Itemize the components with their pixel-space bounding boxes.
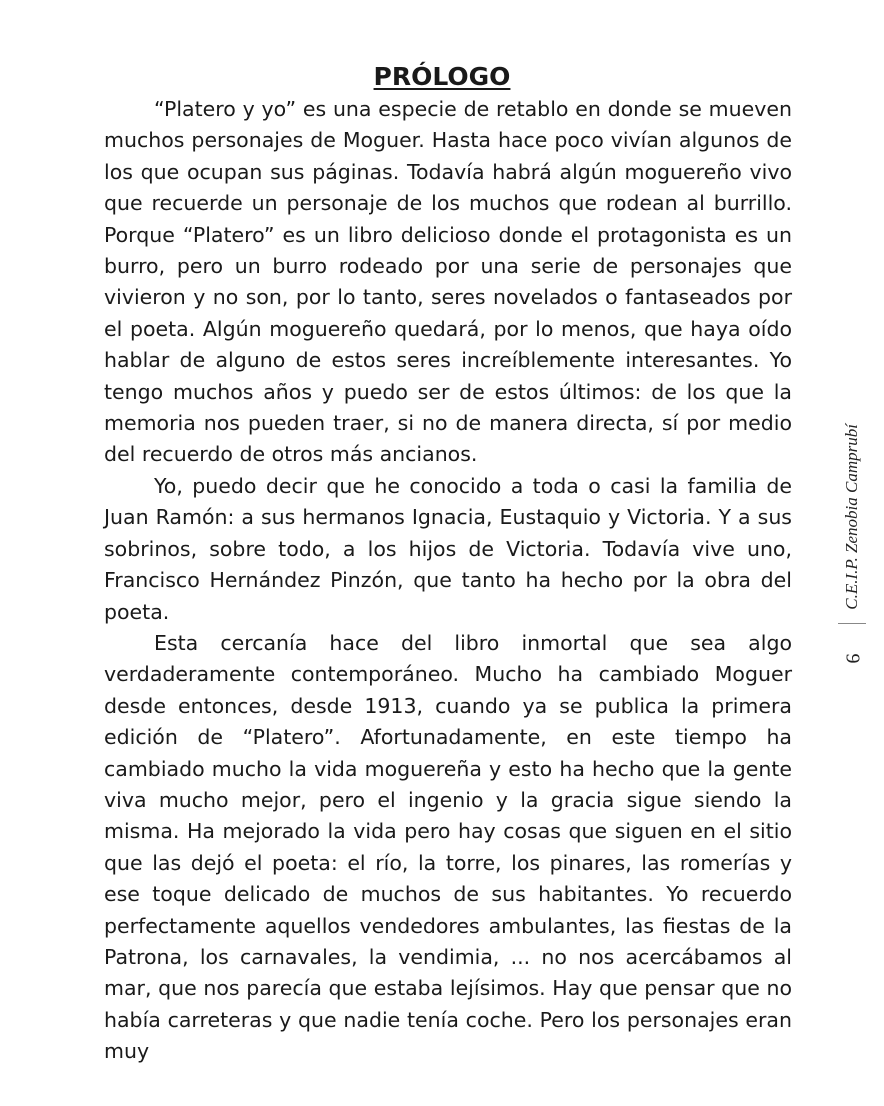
paragraph-3: Esta cercanía hace del libro inmortal que sea algo verdaderamente contemporáneo. Mucho ha cambiado Moguer desde entonces, desde 1913, cuando ya se publica la primera edición de “Platero”. Afortunadamente, en este tiempo ha cambiado mucho la vida moguereña y esto ha hecho que la gente viva mucho mejor, pero el ingenio y la gracia sigue siendo la misma. Ha mejorado la vida pero hay cosas que siguen en el sitio que las dejó el poeta: el río, la torre, los pinares, las romerías y ese toque delicado de muchos de sus habitantes. Yo recuerdo perfectamente aquellos vendedores ambulantes, las fiestas de la Patrona, los carnavales, la vendimia, ... no nos acercábamos al mar, que nos parecía que estaba lejísimos. Hay que pensar que no había carreteras y que nadie tenía coche. Pero los personajes eran muy (104, 630, 792, 1064)
paragraph-1: “Platero y yo” es una especie de retablo en donde se mueven muchos personajes de Moguer. Hasta hace poco vivían algunos de los que ocupan sus páginas. Todavía habrá algún moguereño vivo que recuerde un personaje de los muchos que rodean al burrillo. Porque “Platero” es un libro delicioso donde el protagonista es un burro, pero un burro rodeado por una serie de personajes que vivieron y no son, por lo tanto, seres novelados o fantaseados por el poeta. Algún moguereño quedará, por lo menos, que haya oído hablar de alguno de estos seres increíblemente interesantes. Yo tengo muchos años y puedo ser de estos últimos: de los que la memoria nos pueden traer, si no de manera directa, sí por medio del recuerdo de otros más ancianos. (104, 97, 792, 467)
body-text (104, 94, 792, 1068)
page-title: PRÓLOGO (373, 62, 511, 91)
footer-divider (838, 623, 866, 624)
side-footer (832, 410, 872, 670)
paragraph-2: Yo, puedo decir que he conocido a toda o casi la familia de Juan Ramón: a sus hermanos Ignacia, Eustaquio y Victoria. Y a sus sobrinos, sobre todo, a los hijos de Victoria. Todavía vive uno, Francisco Hernández Pinzón, que tanto ha hecho por la obra del poeta. (104, 473, 792, 624)
school-name: C.E.I.P. Zenobia Camprubí (842, 424, 861, 610)
page-number: 9 (841, 653, 864, 664)
